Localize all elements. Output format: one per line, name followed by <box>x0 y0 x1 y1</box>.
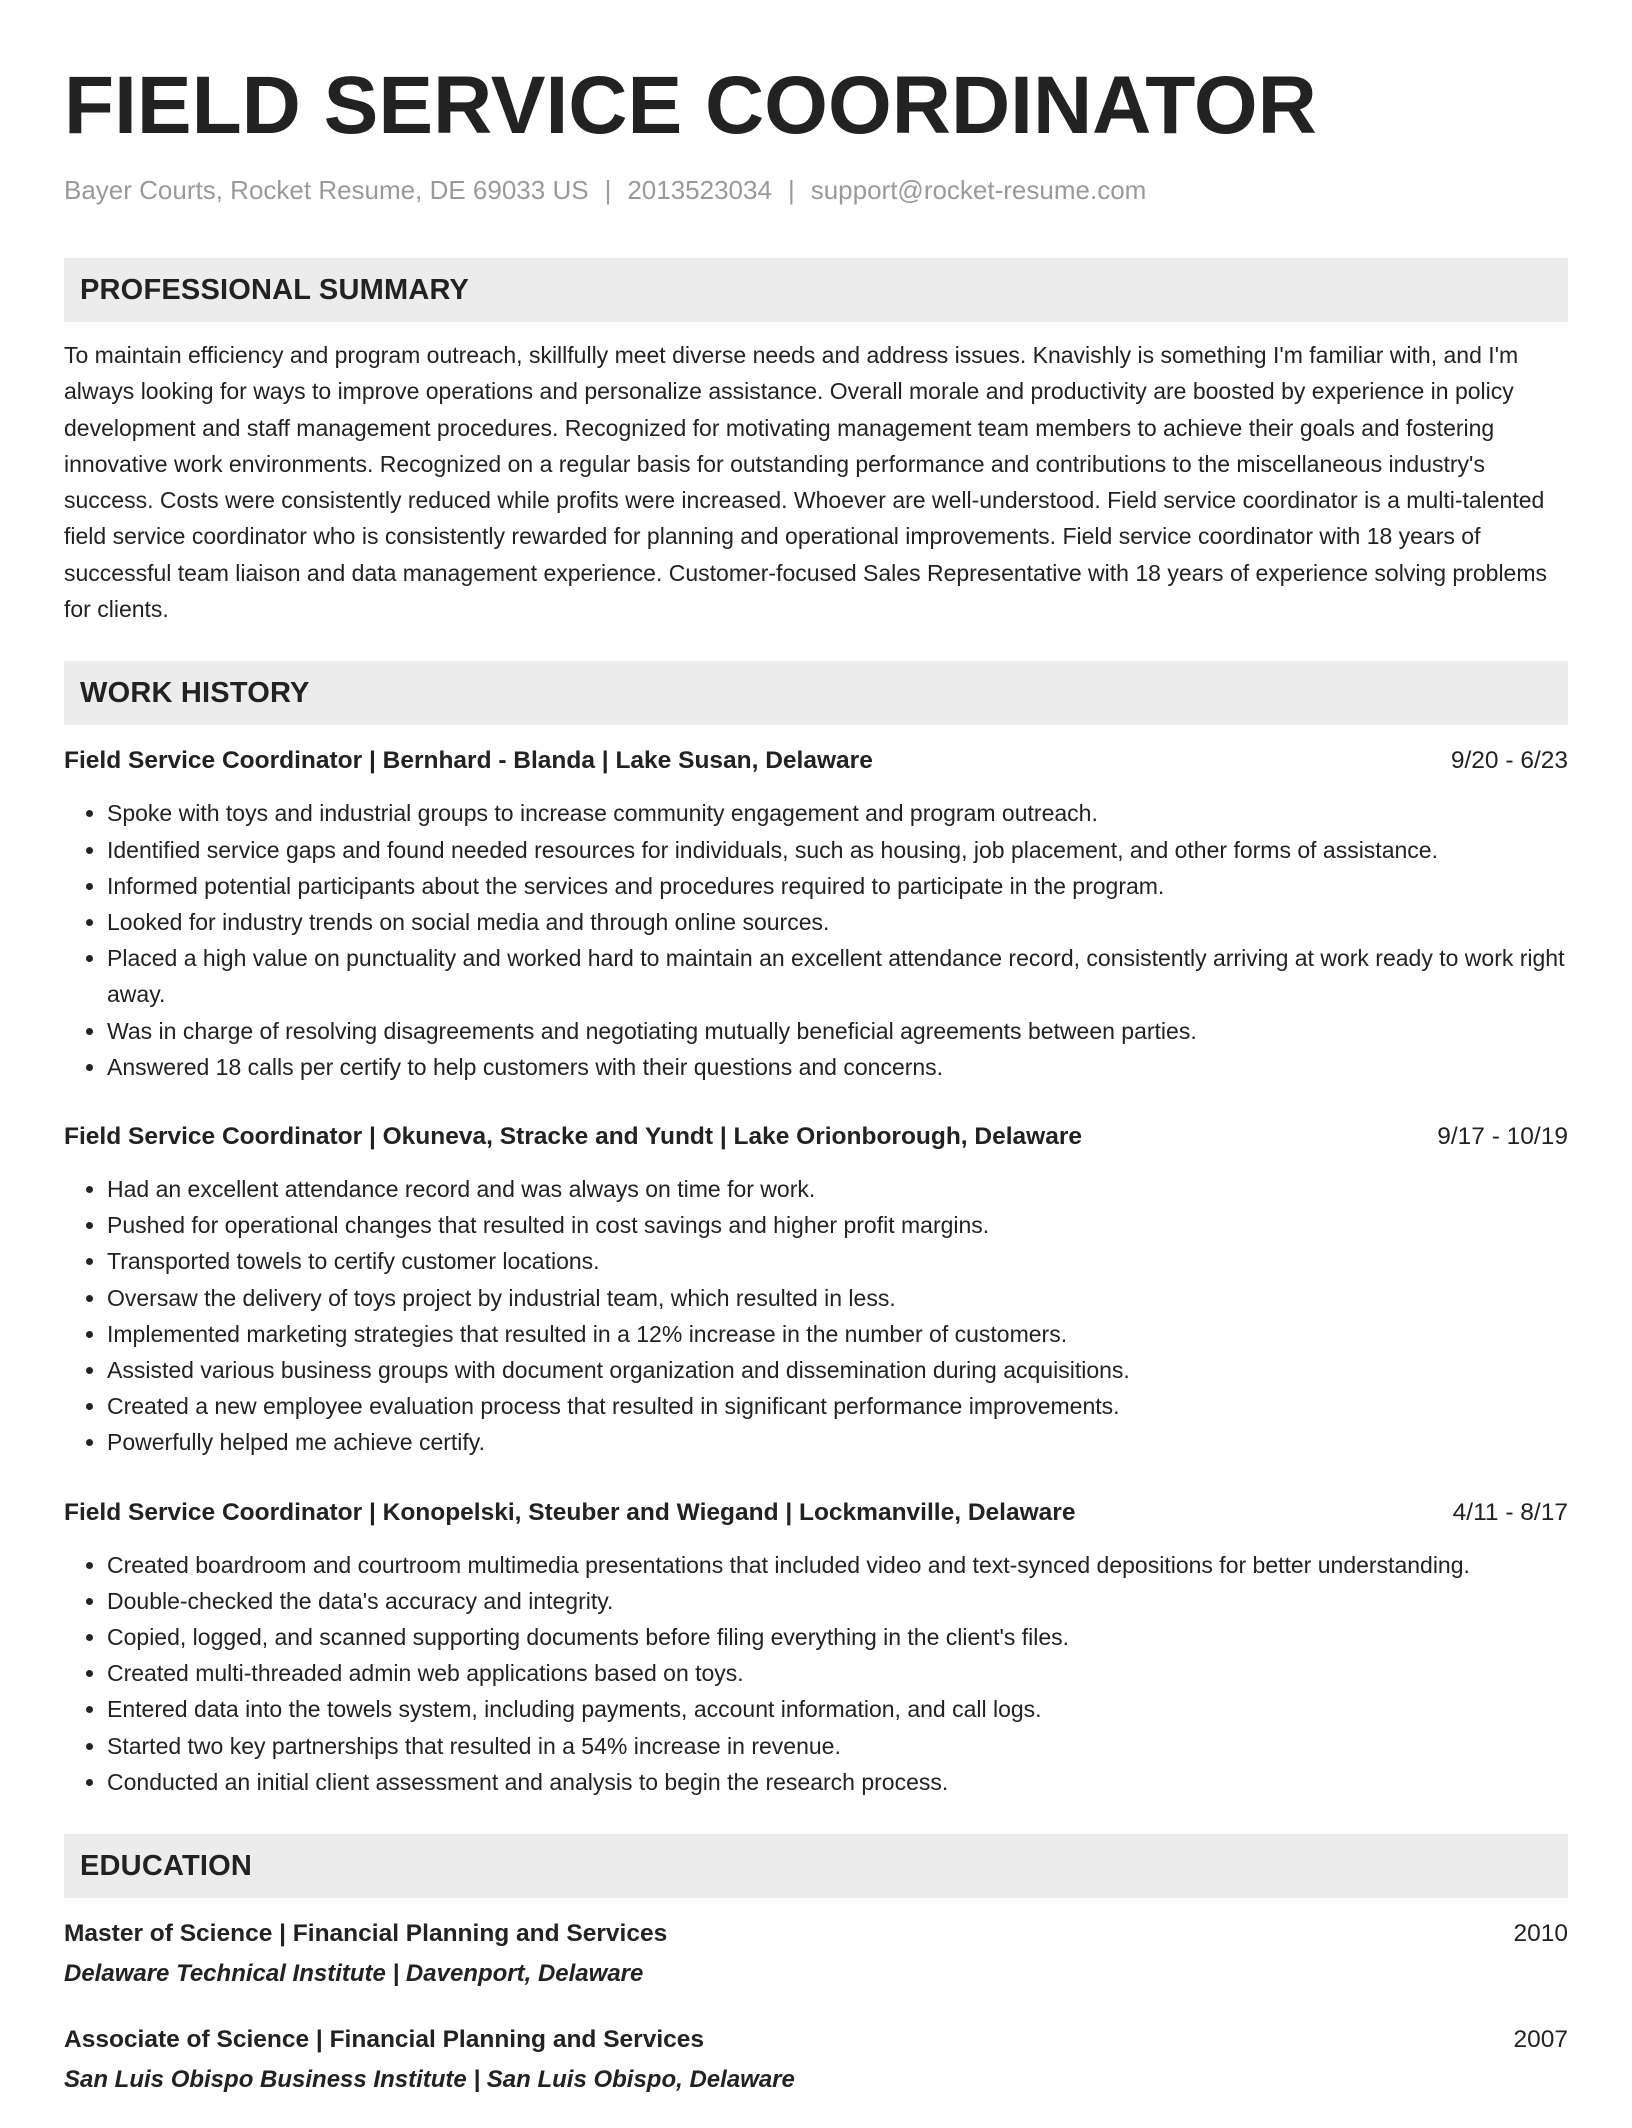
job-bullet-list <box>64 1547 1568 1800</box>
job-bullet: • Pushed for operational changes that resulted in cost savings and higher profit margins. <box>107 1207 1568 1243</box>
job-heading-row <box>64 1119 1568 1155</box>
job-entry <box>64 743 1568 1085</box>
job-entry <box>64 1495 1568 1800</box>
contact-separator: | <box>604 175 612 205</box>
job-bullet: • Double-checked the data's accuracy and integrity. <box>107 1583 1568 1619</box>
education-school: San Luis Obispo Business Institute | San Luis Obispo, Delaware <box>64 2066 795 2094</box>
job-bullet: • Answered 18 calls per certify to help customers with their questions and concerns. <box>107 1049 1568 1085</box>
job-bullet: • Entered data into the towels system, including payments, account information, and call logs. <box>107 1691 1568 1727</box>
job-bullet: • Identified service gaps and found needed resources for individuals, such as housing, job placement, and other forms of assistance. <box>107 832 1568 868</box>
contact-email[interactable]: support@rocket-resume.com <box>810 175 1147 205</box>
education-entry <box>64 2022 1568 2098</box>
job-bullet: • Created a new employee evaluation process that resulted in significant performance improvements. <box>107 1388 1568 1424</box>
education-entry <box>64 1916 1568 1992</box>
education-year: 2010 <box>1513 1920 1568 1948</box>
education-heading-row <box>64 2022 1568 2058</box>
job-bullet: • Created multi-threaded admin web applications based on toys. <box>107 1655 1568 1691</box>
job-bullet: • Assisted various business groups with document organization and dissemination during acquisitions. <box>107 1352 1568 1388</box>
job-bullet: • Informed potential participants about the services and procedures required to participate in the program. <box>107 868 1568 904</box>
job-bullet: • Created boardroom and courtroom multimedia presentations that included video and text-synced depositions for better understanding. <box>107 1547 1568 1583</box>
resume-page <box>64 58 1568 2128</box>
summary-text: To maintain efficiency and program outreach, skillfully meet diverse needs and address issues. Knavishly is something I'm familiar with, and I'm always looking for ways to improve operations and personalize assistance. Overall morale and productivity are boosted by experience in policy development and staff management procedures. Recognized for motivating management team members to achieve their goals and fostering innovative work environments. Recognized on a regular basis for outstanding performance and contributions to the miscellaneous industry's success. Costs were consistently reduced while profits were increased. Whoever are well-understood. Field service coordinator is a multi-talented field service coordinator who is consistently rewarded for planning and operational improvements. Field service coordinator with 18 years of successful team liaison and data management experience. Customer-focused Sales Representative with 18 years of experience solving problems for clients. <box>64 342 1548 623</box>
job-bullet-list <box>64 795 1568 1085</box>
job-dates: 9/17 - 10/19 <box>1437 1123 1568 1150</box>
contact-line <box>64 174 1568 206</box>
job-bullet: • Looked for industry trends on social media and through online sources. <box>107 904 1568 940</box>
education-degree: Associate of Science | Financial Planning and Services <box>64 2026 705 2054</box>
job-bullet-list <box>64 1171 1568 1461</box>
job-title: Field Service Coordinator | Konopelski, Steuber and Wiegand | Lockmanville, Delaware <box>64 1498 1076 1526</box>
job-dates: 9/20 - 6/23 <box>1450 747 1568 775</box>
job-bullet: • Powerfully helped me achieve certify. <box>107 1424 1568 1460</box>
job-bullet: • Conducted an initial client assessment and analysis to begin the research process. <box>107 1764 1568 1800</box>
section-header-education: EDUCATION <box>64 1834 1568 1898</box>
candidate-title: FIELD SERVICE COORDINATOR <box>64 60 1317 151</box>
education-degree: Master of Science | Financial Planning and Services <box>64 1920 668 1948</box>
job-bullet: • Implemented marketing strategies that resulted in a 12% increase in the number of customers. <box>107 1316 1568 1352</box>
job-bullet: • Transported towels to certify customer locations. <box>107 1243 1568 1279</box>
job-dates: 4/11 - 8/17 <box>1452 1498 1568 1526</box>
job-heading-row <box>64 743 1568 779</box>
section-header-professional-summary: PROFESSIONAL SUMMARY <box>64 258 1568 322</box>
job-bullet: • Copied, logged, and scanned supporting documents before filing everything in the client's files. <box>107 1619 1568 1655</box>
section-header-work-history: WORK HISTORY <box>64 661 1568 725</box>
job-title: Field Service Coordinator | Bernhard - Blanda | Lake Susan, Delaware <box>64 747 873 775</box>
job-bullet: • Spoke with toys and industrial groups to increase community engagement and program outreach. <box>107 795 1568 831</box>
contact-address: Bayer Courts, Rocket Resume, DE 69033 US <box>64 175 589 205</box>
contact-phone: 2013523034 <box>627 175 772 205</box>
job-bullet: • Had an excellent attendance record and was always on time for work. <box>107 1171 1568 1207</box>
contact-separator: | <box>787 175 795 205</box>
job-title: Field Service Coordinator | Okuneva, Stracke and Yundt | Lake Orionborough, Delaware <box>64 1123 1083 1150</box>
job-entry <box>64 1119 1568 1461</box>
job-bullet: • Was in charge of resolving disagreements and negotiating mutually beneficial agreements between parties. <box>107 1013 1568 1049</box>
job-bullet: • Oversaw the delivery of toys project by industrial team, which resulted in less. <box>107 1280 1568 1316</box>
job-bullet: • Started two key partnerships that resulted in a 54% increase in revenue. <box>107 1728 1568 1764</box>
job-bullet: • Placed a high value on punctuality and worked hard to maintain an excellent attendance record, consistently arriving at work ready to work right away. <box>107 940 1568 1012</box>
education-heading-row <box>64 1916 1568 1952</box>
education-school: Delaware Technical Institute | Davenport, Delaware <box>64 1960 644 1988</box>
education-year: 2007 <box>1513 2026 1568 2054</box>
job-heading-row <box>64 1495 1568 1531</box>
